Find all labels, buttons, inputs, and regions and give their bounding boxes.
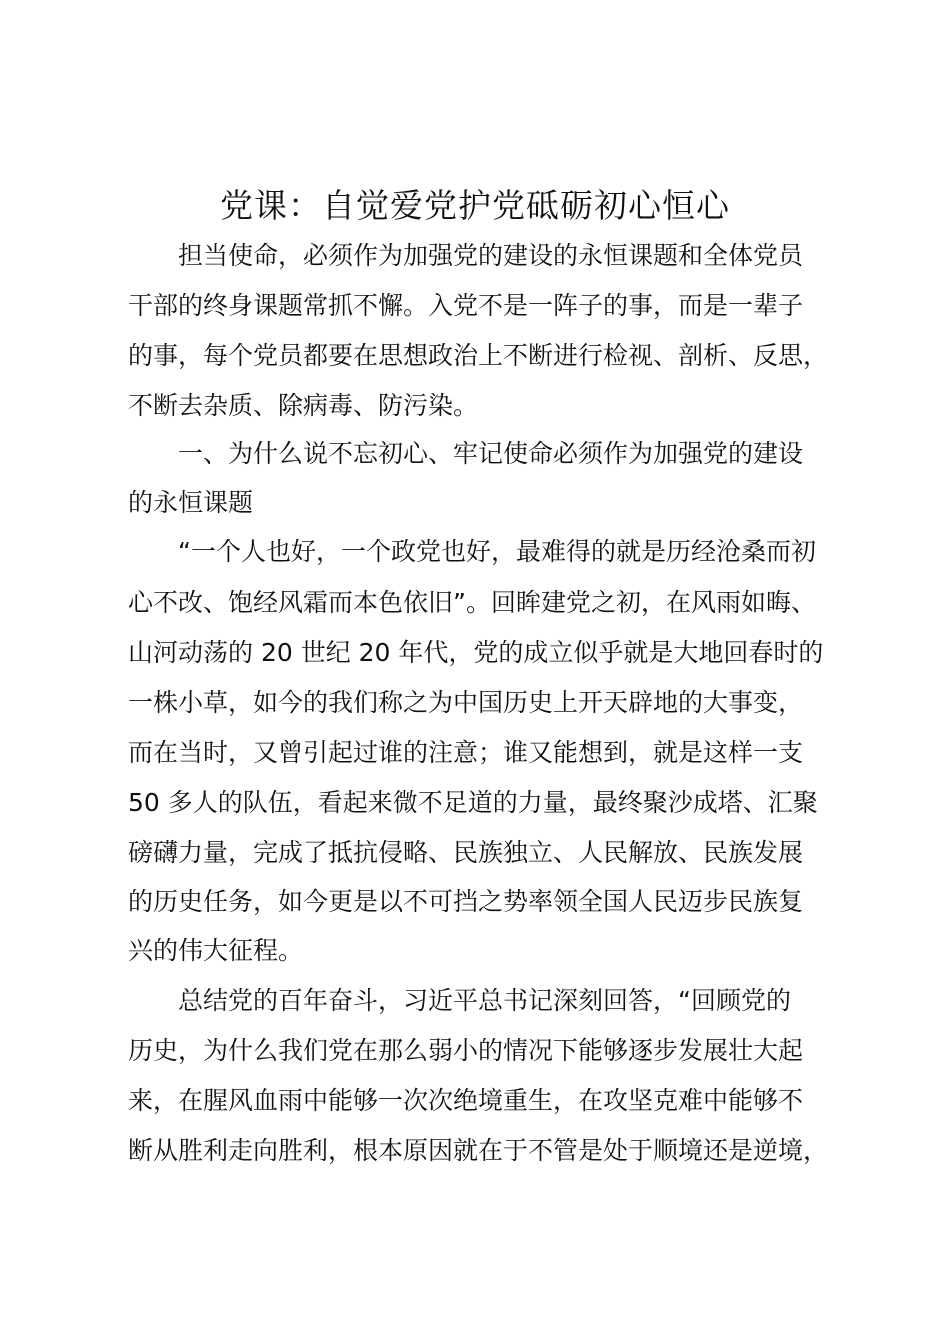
paragraph-4-line-3: 来，在腥风血雨中能够一次次绝境重生，在攻坚克难中能够不	[128, 1086, 804, 1115]
paragraph-3-line-5: 而在当时，又曾引起过谁的注意；谁又能想到，就是这样一支	[128, 738, 804, 767]
paragraph-3-line-4: 一株小草，如今的我们称之为中国历史上开天辟地的大事变，	[128, 688, 804, 717]
paragraph-3-line-9: 兴的伟大征程。	[128, 936, 304, 965]
section-heading-line-2: 的永恒课题	[128, 488, 254, 517]
paragraph-3-line-7: 磅礴力量，完成了抵抗侵略、民族独立、人民解放、民族发展	[128, 838, 804, 867]
paragraph-1-line-3: 的事，每个党员都要在思想政治上不断进行检视、剖析、反思，	[128, 341, 829, 370]
section-heading-line-1: 一、为什么说不忘初心、牢记使命必须作为加强党的建设	[178, 439, 804, 468]
paragraph-3-line-2: 心不改、饱经风霜而本色依旧”。回眸建党之初，在风雨如晦、	[128, 588, 816, 617]
paragraph-3-line-3: 山河动荡的 20 世纪 20 年代，党的成立似乎就是大地回春时的	[128, 638, 824, 667]
paragraph-1-line-4: 不断去杂质、除病毒、防污染。	[128, 391, 479, 420]
paragraph-3-line-6: 50 多人的队伍，看起来微不足道的力量，最终聚沙成塔、汇聚	[128, 788, 818, 817]
paragraph-4-line-2: 历史，为什么我们党在那么弱小的情况下能够逐步发展壮大起	[128, 1036, 804, 1065]
paragraph-4-line-4: 断从胜利走向胜利，根本原因就在于不管是处于顺境还是逆境，	[128, 1136, 829, 1165]
paragraph-1-line-2: 干部的终身课题常抓不懈。入党不是一阵子的事，而是一辈子	[128, 291, 804, 320]
paragraph-3-line-1: “一个人也好，一个政党也好，最难得的就是历经沧桑而初	[178, 537, 816, 566]
paragraph-1-line-1: 担当使命，必须作为加强党的建设的永恒课题和全体党员	[178, 241, 804, 270]
document-title: 党课：自觉爱党护党砥砺初心恒心	[220, 186, 730, 225]
paragraph-4-line-1: 总结党的百年奋斗，习近平总书记深刻回答，“回顾党的	[178, 986, 791, 1015]
paragraph-3-line-8: 的历史任务，如今更是以不可挡之势率领全国人民迈步民族复	[128, 887, 804, 916]
